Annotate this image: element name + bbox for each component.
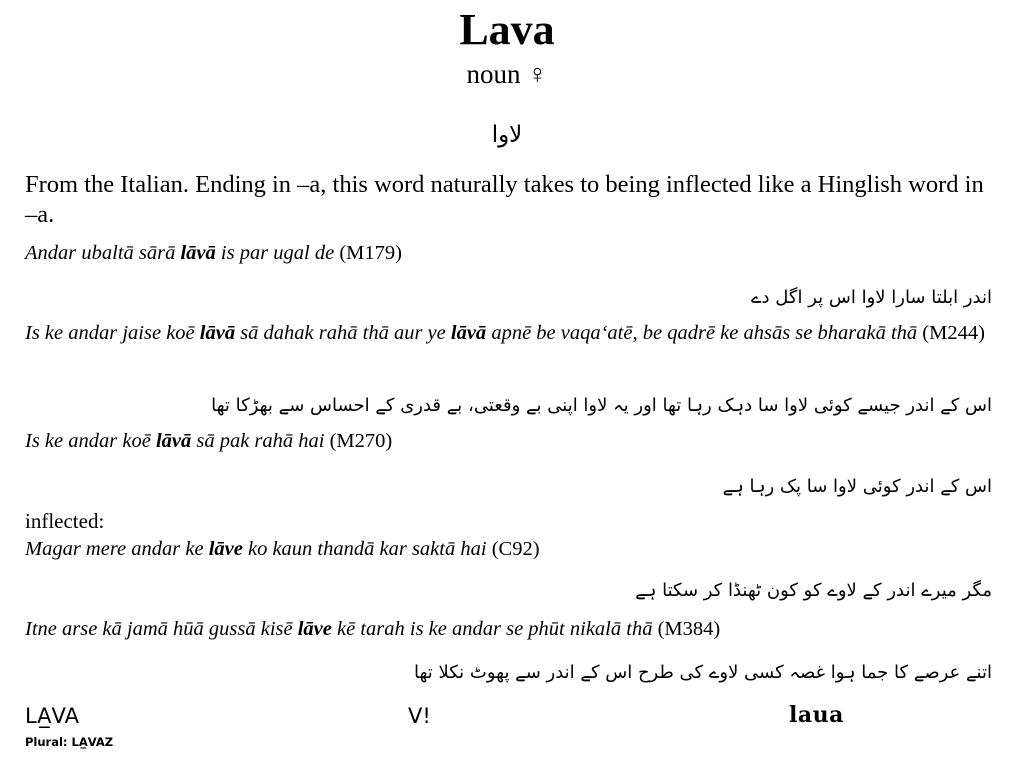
example-text: is par ugal de xyxy=(215,242,335,264)
example-text: Is ke andar jaise koē xyxy=(25,322,200,344)
example-1 xyxy=(25,240,1000,266)
citation-ref: (M244) xyxy=(917,322,985,344)
footer-mark: V! xyxy=(408,704,431,728)
example-1-urdu: اندر ابلتا سارا لاوا اس پر اگل دے xyxy=(751,287,992,308)
inflected-label: inflected: xyxy=(25,509,105,533)
example-3-urdu: اس کے اندر کوئی لاوا سا پک رہا ہے xyxy=(722,476,992,497)
example-2 xyxy=(25,320,1000,346)
headword-form: lāvā xyxy=(155,430,192,452)
headword-form: lāvā xyxy=(180,242,216,264)
example-text: Andar ubaltā sārā xyxy=(25,242,181,264)
example-5 xyxy=(25,616,1000,642)
entry-title: Lava xyxy=(459,5,555,54)
example-text: apnē be vaqa‘atē, be qadrē ke ahsās se bharakā thā xyxy=(486,322,918,344)
headword-form: lāve xyxy=(208,538,243,560)
citation-ref: (M270) xyxy=(324,430,393,452)
example-text: Is ke andar koē xyxy=(25,430,156,452)
example-text: Itne arse kā jamā hūā gussā kisē xyxy=(25,618,298,640)
example-text: Magar mere andar ke xyxy=(25,538,209,560)
footer-word: LA̲VA xyxy=(25,704,79,728)
headword-form: lāve xyxy=(297,618,332,640)
example-4-urdu: مگر میرے اندر کے لاوے کو کون ٹھنڈا کر سکتا ہے xyxy=(635,580,992,601)
etymology-note: From the Italian. Ending in –a, this word naturally takes to being inflected like a Hinglish word in –a. xyxy=(25,171,984,228)
headword-form: lāvā xyxy=(450,322,487,344)
footer-variant: laua xyxy=(789,702,844,728)
headword-form: lāvā xyxy=(199,322,236,344)
part-of-speech: noun ♀ xyxy=(466,59,548,89)
example-text: kē tarah is ke andar se phūt nikalā thā xyxy=(331,618,653,640)
example-text: sā dahak rahā thā aur ye xyxy=(235,322,451,344)
citation-ref: (M179) xyxy=(334,242,402,264)
example-4 xyxy=(25,536,1000,562)
example-3 xyxy=(25,428,1000,454)
example-text: sā pak rahā hai xyxy=(191,430,325,452)
citation-ref: (C92) xyxy=(486,538,540,560)
example-text: ko kaun thandā kar saktā hai xyxy=(242,538,487,560)
example-5-urdu: اتنے عرصے کا جما ہوا غصہ کسی لاوے کی طرح اس کے اندر سے پھوٹ نکلا تھا xyxy=(413,662,992,683)
urdu-headword: لاوا xyxy=(491,122,523,148)
example-2-urdu: اس کے اندر جیسے کوئی لاوا سا دہک رہا تھا اور یہ لاوا اپنی بے وقعتی، بے قدری کے احساس سے بھڑکا تھا xyxy=(211,395,992,416)
footer-plural: Plural: LA̲VAZ xyxy=(25,735,114,749)
citation-ref: (M384) xyxy=(652,618,721,640)
